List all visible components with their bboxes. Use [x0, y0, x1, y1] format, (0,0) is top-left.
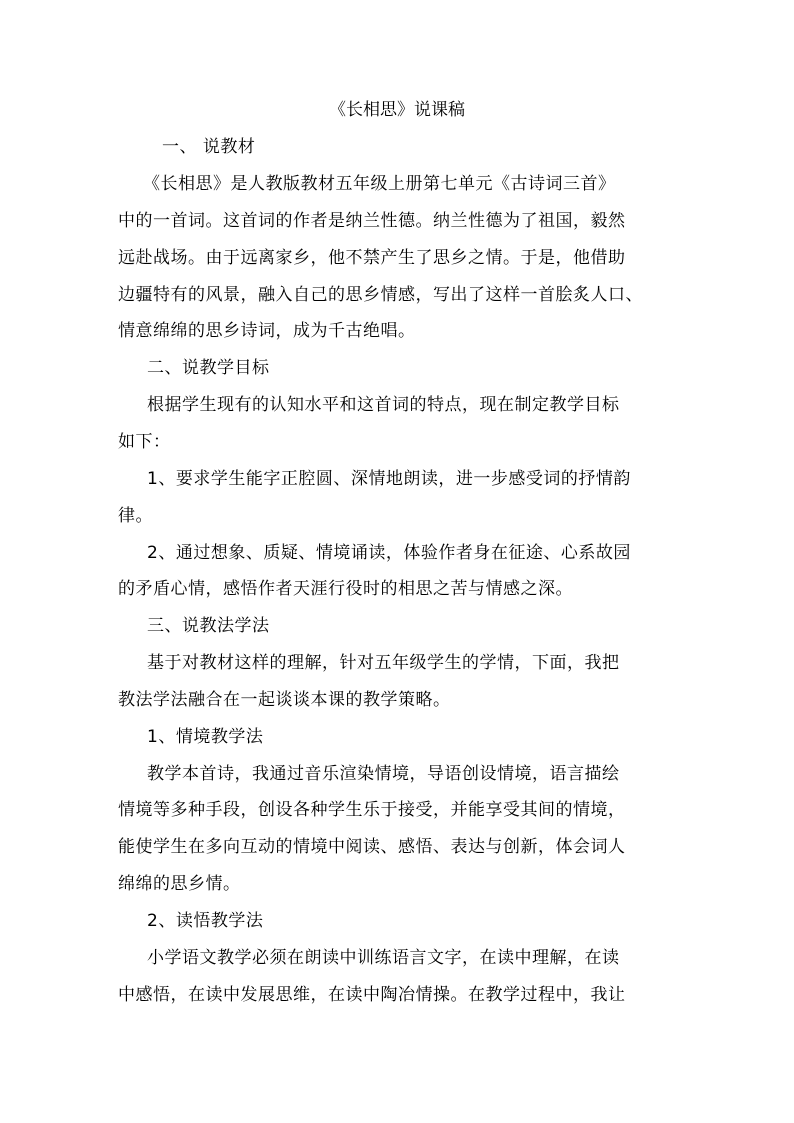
list-item-line: 律。 [118, 506, 153, 526]
paragraph-line: 中的一首词。这首词的作者是纳兰性德。纳兰性德为了祖国，毅然 [118, 211, 626, 231]
list-item-line: 2、通过想象、质疑、情境诵读，体验作者身在征途、心系故园 [147, 543, 631, 563]
paragraph-line: 如下： [118, 432, 171, 452]
paragraph-line: 能使学生在多向互动的情境中阅读、感悟、表达与创新，体会词人 [118, 837, 626, 857]
paragraph-line: 中感悟，在读中发展思维，在读中陶冶情操。在教学过程中，我让 [118, 985, 626, 1005]
paragraph-line: 教法学法融合在一起谈谈本课的教学策略。 [118, 690, 451, 710]
paragraph-line: 绵绵的思乡情。 [118, 874, 241, 894]
paragraph-line: 情意绵绵的思乡诗词，成为千古绝唱。 [118, 321, 416, 341]
section-heading-3: 三、说教法学法 [147, 616, 270, 636]
paragraph-line: 远赴战场。由于远离家乡，他不禁产生了思乡之情。于是，他借助 [118, 248, 626, 268]
subheading-line: 1、情境教学法 [147, 727, 264, 747]
paragraph-line: 《长相思》是人教版教材五年级上册第七单元《古诗词三首》 [143, 174, 616, 194]
paragraph-line: 基于对教材这样的理解，针对五年级学生的学情，下面，我把 [147, 653, 620, 673]
list-item-line: 1、要求学生能字正腔圆、深情地朗读，进一步感受词的抒情韵 [147, 469, 631, 489]
paragraph-line: 小学语文教学必须在朗读中训练语言文字，在读中理解，在读 [147, 948, 620, 968]
paragraph-line: 边疆特有的风景，融入自己的思乡情感，写出了这样一首脍炙人口、 [118, 285, 643, 305]
list-item-line: 的矛盾心情，感悟作者天涯行役时的相思之苦与情感之深。 [118, 579, 573, 599]
section-heading-2: 二、说教学目标 [147, 358, 270, 378]
paragraph-line: 根据学生现有的认知水平和这首词的特点，现在制定教学目标 [147, 395, 620, 415]
section-heading-1: 一、 说教材 [162, 137, 256, 157]
subheading-line: 2、读悟教学法 [147, 911, 264, 931]
paragraph-line: 教学本首诗，我通过音乐渲染情境，导语创设情境，语言描绘 [147, 764, 620, 784]
document-title: 《长相思》说课稿 [329, 100, 465, 120]
paragraph-line: 情境等多种手段，创设各种学生乐于接受，并能享受其间的情境， [118, 800, 626, 820]
